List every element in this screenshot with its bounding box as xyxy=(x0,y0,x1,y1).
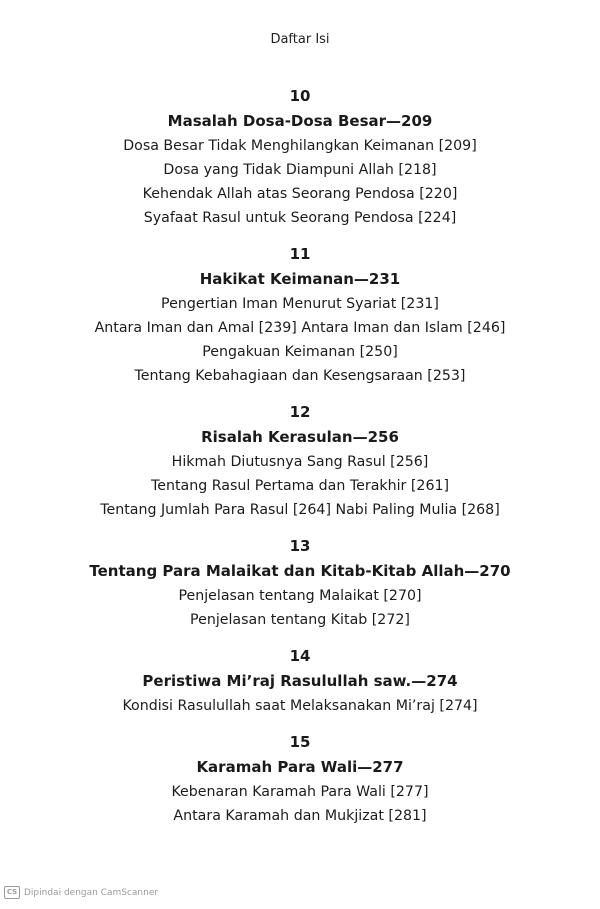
toc-entry: Syafaat Rasul untuk Seorang Pendosa [224] xyxy=(143,210,457,226)
chapter-11 xyxy=(0,244,600,388)
toc-entry: Penjelasan tentang Kitab [272] xyxy=(190,612,410,628)
toc-entry: Pengakuan Keimanan [250] xyxy=(202,344,398,360)
chapter-title: Karamah Para Wali—277 xyxy=(196,758,404,776)
chapter-title: Hakikat Keimanan—231 xyxy=(199,270,401,288)
toc-entry: Antara Karamah dan Mukjizat [281] xyxy=(173,808,427,824)
chapter-number: 15 xyxy=(289,733,311,751)
toc-entry: Tentang Kebahagiaan dan Kesengsaraan [253] xyxy=(134,368,466,384)
toc-entry: Antara Iman dan Amal [239] Antara Iman dan Islam [246] xyxy=(94,320,506,336)
chapter-10 xyxy=(0,86,600,230)
watermark-text: Dipindai dengan CamScanner xyxy=(24,887,159,898)
toc-entry: Kebenaran Karamah Para Wali [277] xyxy=(171,784,429,800)
table-of-contents xyxy=(0,86,600,842)
page-header-title: Daftar Isi xyxy=(270,32,330,47)
chapter-number: 13 xyxy=(289,537,311,555)
chapter-number: 12 xyxy=(289,403,311,421)
toc-entry: Kondisi Rasulullah saat Melaksanakan Mi’raj [274] xyxy=(122,698,478,714)
chapter-title: Tentang Para Malaikat dan Kitab-Kitab Allah—270 xyxy=(89,562,511,580)
toc-entry: Penjelasan tentang Malaikat [270] xyxy=(178,588,422,604)
chapter-title: Risalah Kerasulan—256 xyxy=(201,428,399,446)
toc-entry: Tentang Rasul Pertama dan Terakhir [261] xyxy=(150,478,450,494)
camscanner-watermark xyxy=(4,886,158,899)
chapter-number: 14 xyxy=(289,647,311,665)
camscanner-logo-icon: CS xyxy=(4,886,20,899)
chapter-number: 10 xyxy=(289,87,311,105)
chapter-number: 11 xyxy=(289,245,311,263)
toc-entry: Pengertian Iman Menurut Syariat [231] xyxy=(161,296,439,312)
toc-entry: Tentang Jumlah Para Rasul [264] Nabi Paling Mulia [268] xyxy=(100,502,500,518)
chapter-15 xyxy=(0,732,600,828)
chapter-title: Masalah Dosa-Dosa Besar—209 xyxy=(167,112,433,130)
toc-entry: Dosa Besar Tidak Menghilangkan Keimanan [209] xyxy=(123,138,477,154)
chapter-title: Peristiwa Mi’raj Rasulullah saw.—274 xyxy=(142,672,458,690)
chapter-12 xyxy=(0,402,600,522)
toc-entry: Dosa yang Tidak Diampuni Allah [218] xyxy=(163,162,437,178)
chapter-14 xyxy=(0,646,600,718)
chapter-13 xyxy=(0,536,600,632)
toc-entry: Kehendak Allah atas Seorang Pendosa [220] xyxy=(142,186,458,202)
toc-entry: Hikmah Diutusnya Sang Rasul [256] xyxy=(171,454,429,470)
